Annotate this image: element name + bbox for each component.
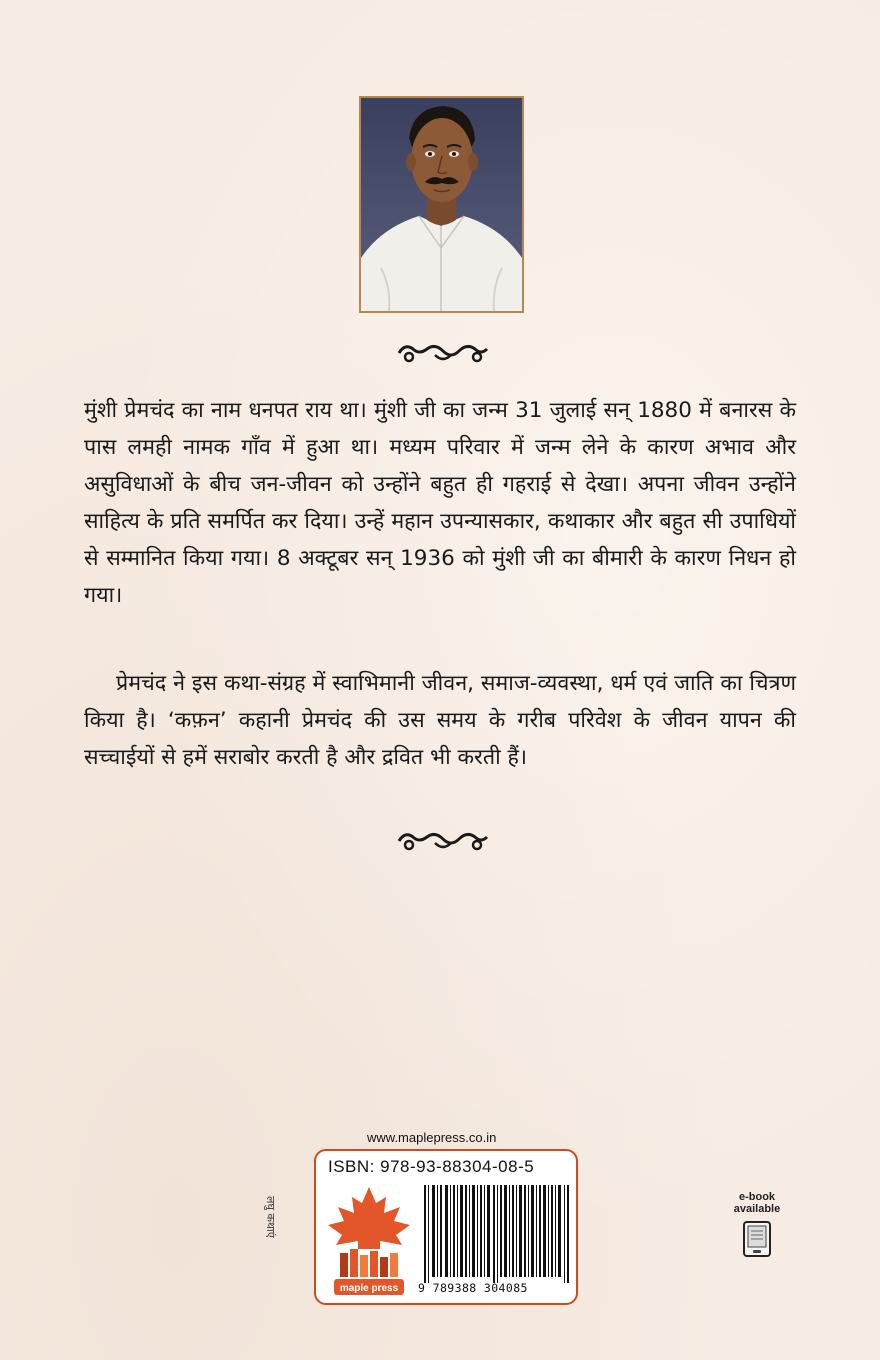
- author-portrait: [359, 96, 524, 313]
- ebook-line-2: available: [733, 1203, 781, 1215]
- maple-press-logo: [324, 1183, 414, 1299]
- ereader-icon: [743, 1221, 771, 1257]
- ebook-line-1: e-book: [738, 1191, 776, 1203]
- ornament-divider-top: [395, 339, 491, 365]
- isbn-barcode-box: [314, 1149, 578, 1305]
- logo-text: maple press: [339, 1283, 399, 1294]
- barcode-digits: 9 789388 304085: [418, 1281, 528, 1295]
- ornament-divider-bottom: [395, 827, 491, 853]
- publisher-url[interactable]: www.maplepress.co.in: [367, 1130, 497, 1145]
- barcode: [424, 1185, 570, 1283]
- category-label: लघु कथाएं: [264, 1196, 277, 1238]
- biography-paragraph-1: मुंशी प्रेमचंद का नाम धनपत राय था। मुंशी जी का जन्म 31 जुलाई सन् 1880 में बनारस के पास लमही नामक गाँव में हुआ था। मध्यम परिवार में जन्म लेने के कारण अभाव और असुविधाओं के बीच जन-जीवन को उन्होंने बहुत ही गहराई से देखा। अपना जीवन उन्होंने साहित्य के प्रति समर्पित कर दिया। उन्हें महान उपन्यासकार, कथाकार और बहुत सी उपाधियों से सम्मानित किया गया। 8 अक्टूबर सन् 1936 को मुंशी जी का बीमारी के कारण निधन हो गया।: [84, 398, 796, 608]
- isbn-number: ISBN: 978-93-88304-08-5: [328, 1157, 535, 1176]
- ebook-badge: [729, 1191, 785, 1215]
- biography-paragraph-2: प्रेमचंद ने इस कथा-संग्रह में स्वाभिमानी जीवन, समाज-व्यवस्था, धर्म एवं जाति का चित्रण किया है। ‘कफ़न’ कहानी प्रेमचंद की उस समय के गरीब परिवेश के जीवन यापन की सच्चाईयों से हमें सराबोर करती है और द्रवित भी करती हैं।: [84, 671, 796, 770]
